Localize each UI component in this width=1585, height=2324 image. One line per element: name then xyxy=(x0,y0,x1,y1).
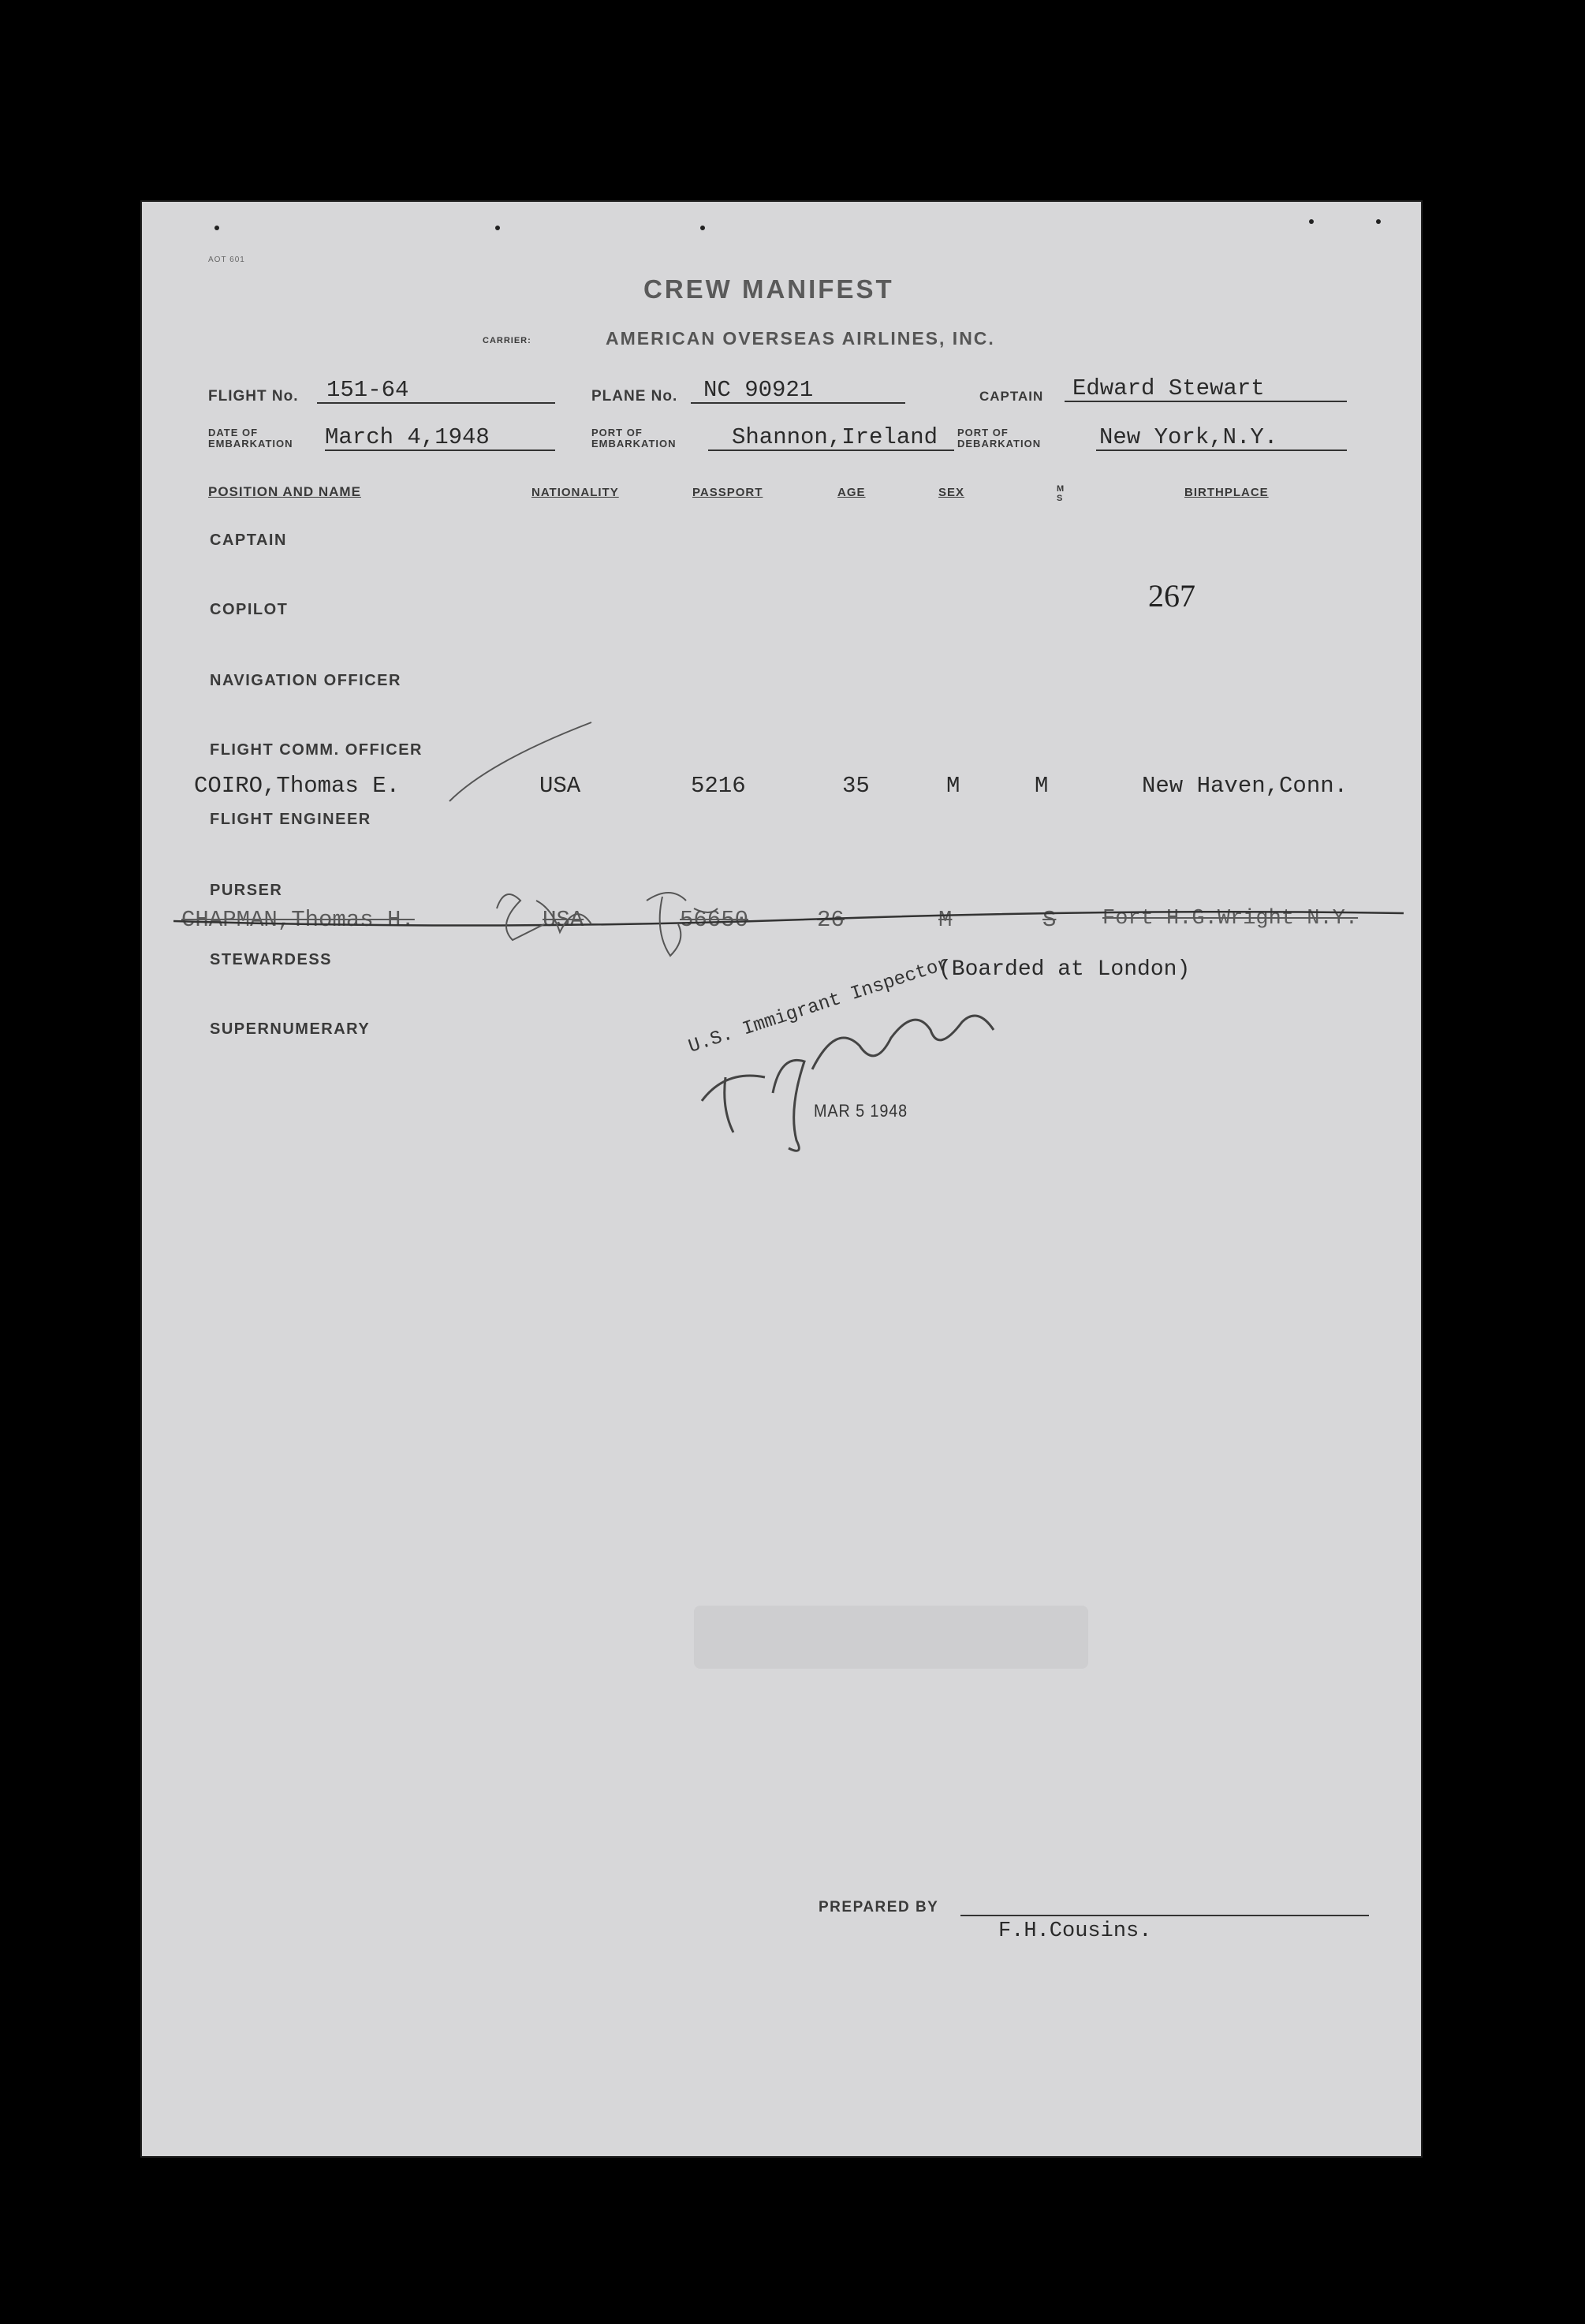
punch-mark xyxy=(495,226,500,230)
position-copilot: COPILOT xyxy=(210,601,289,618)
position-comm-officer: FLIGHT COMM. OFFICER xyxy=(210,741,423,759)
col-birthplace: BIRTHPLACE xyxy=(1184,486,1269,499)
flight-no-value: 151-64 xyxy=(326,377,409,403)
crew-2-nationality: USA xyxy=(543,907,584,933)
col-age: AGE xyxy=(837,486,866,499)
crew-2-passport: 56650 xyxy=(680,907,749,933)
punch-mark xyxy=(1309,219,1314,224)
port-embarkation-value: Shannon,Ireland xyxy=(732,424,938,450)
col-sex: SEX xyxy=(938,486,965,499)
port-embarkation-label: PORT OF EMBARKATION xyxy=(591,427,677,450)
port-debarkation-value: New York,N.Y. xyxy=(1099,424,1278,450)
flight-no-line xyxy=(317,377,555,404)
bleed-through-mark xyxy=(694,1606,1088,1669)
strike-through-line xyxy=(173,896,1412,943)
crew-2-sex: M xyxy=(938,907,953,933)
position-supernumerary: SUPERNUMERARY xyxy=(210,1020,371,1038)
captain-label: CAPTAIN xyxy=(979,389,1044,404)
prepared-by-line xyxy=(960,1897,1369,1916)
crew-1-birthplace: New Haven,Conn. xyxy=(1142,773,1348,799)
date-label: DATE OF EMBARKATION xyxy=(208,427,293,450)
captain-line xyxy=(1065,375,1347,402)
stamp-date: MAR 5 1948 xyxy=(814,1101,908,1121)
punch-mark xyxy=(214,226,219,230)
crew-1-sex: M xyxy=(946,773,960,799)
form-code: AOT 601 xyxy=(208,256,245,264)
port-debarkation-line xyxy=(1096,424,1347,451)
crew-2-birthplace: Fort H.G.Wright N.Y. xyxy=(1102,907,1359,931)
col-position-and-name: POSITION AND NAME xyxy=(208,484,361,499)
flight-no-label: FLIGHT No. xyxy=(208,388,299,405)
crew-1-name: COIRO,Thomas E. xyxy=(194,773,401,799)
manifest-sheet xyxy=(142,202,1421,2156)
col-marital-status: M S xyxy=(1057,484,1065,503)
crew-2-name: CHAPMAN,Thomas H. xyxy=(181,907,415,933)
punch-mark xyxy=(700,226,705,230)
position-flight-engineer: FLIGHT ENGINEER xyxy=(210,811,371,828)
page-title: CREW MANIFEST xyxy=(643,274,894,304)
crew-2-marital: S xyxy=(1042,907,1057,933)
port-embarkation-line xyxy=(708,424,954,451)
crew-1-age: 35 xyxy=(842,773,870,799)
crew-1-passport: 5216 xyxy=(691,773,746,799)
crew-1-nationality: USA xyxy=(539,773,581,799)
prepared-by-name: F.H.Cousins. xyxy=(998,1919,1152,1943)
date-value: March 4,1948 xyxy=(325,424,490,450)
plane-no-label: PLANE No. xyxy=(591,388,678,405)
position-navigation-officer: NAVIGATION OFFICER xyxy=(210,672,401,689)
prepared-by-label: PREPARED BY xyxy=(819,1899,939,1916)
col-nationality: NATIONALITY xyxy=(531,486,619,499)
col-passport: PASSPORT xyxy=(692,486,763,499)
plane-no-value: NC 90921 xyxy=(703,377,814,403)
carrier-label: CARRIER: xyxy=(483,336,531,345)
date-line xyxy=(325,424,555,451)
boarded-note: (Boarded at London) xyxy=(938,957,1191,982)
crew-1-marital: M xyxy=(1035,773,1049,799)
handwritten-initials xyxy=(481,877,733,964)
sequence-number: 267 xyxy=(1148,578,1195,614)
port-debarkation-label: PORT OF DEBARKATION xyxy=(957,427,1042,450)
carrier-name: AMERICAN OVERSEAS AIRLINES, INC. xyxy=(606,328,995,349)
plane-no-line xyxy=(691,377,905,404)
position-captain: CAPTAIN xyxy=(210,532,287,549)
position-stewardess: STEWARDESS xyxy=(210,951,333,968)
inspector-stamp: U.S. Immigrant Inspector xyxy=(686,953,953,1058)
position-purser: PURSER xyxy=(210,882,283,899)
crew-2-age: 26 xyxy=(817,907,845,933)
captain-value: Edward Stewart xyxy=(1072,375,1265,401)
punch-mark xyxy=(1376,219,1381,224)
